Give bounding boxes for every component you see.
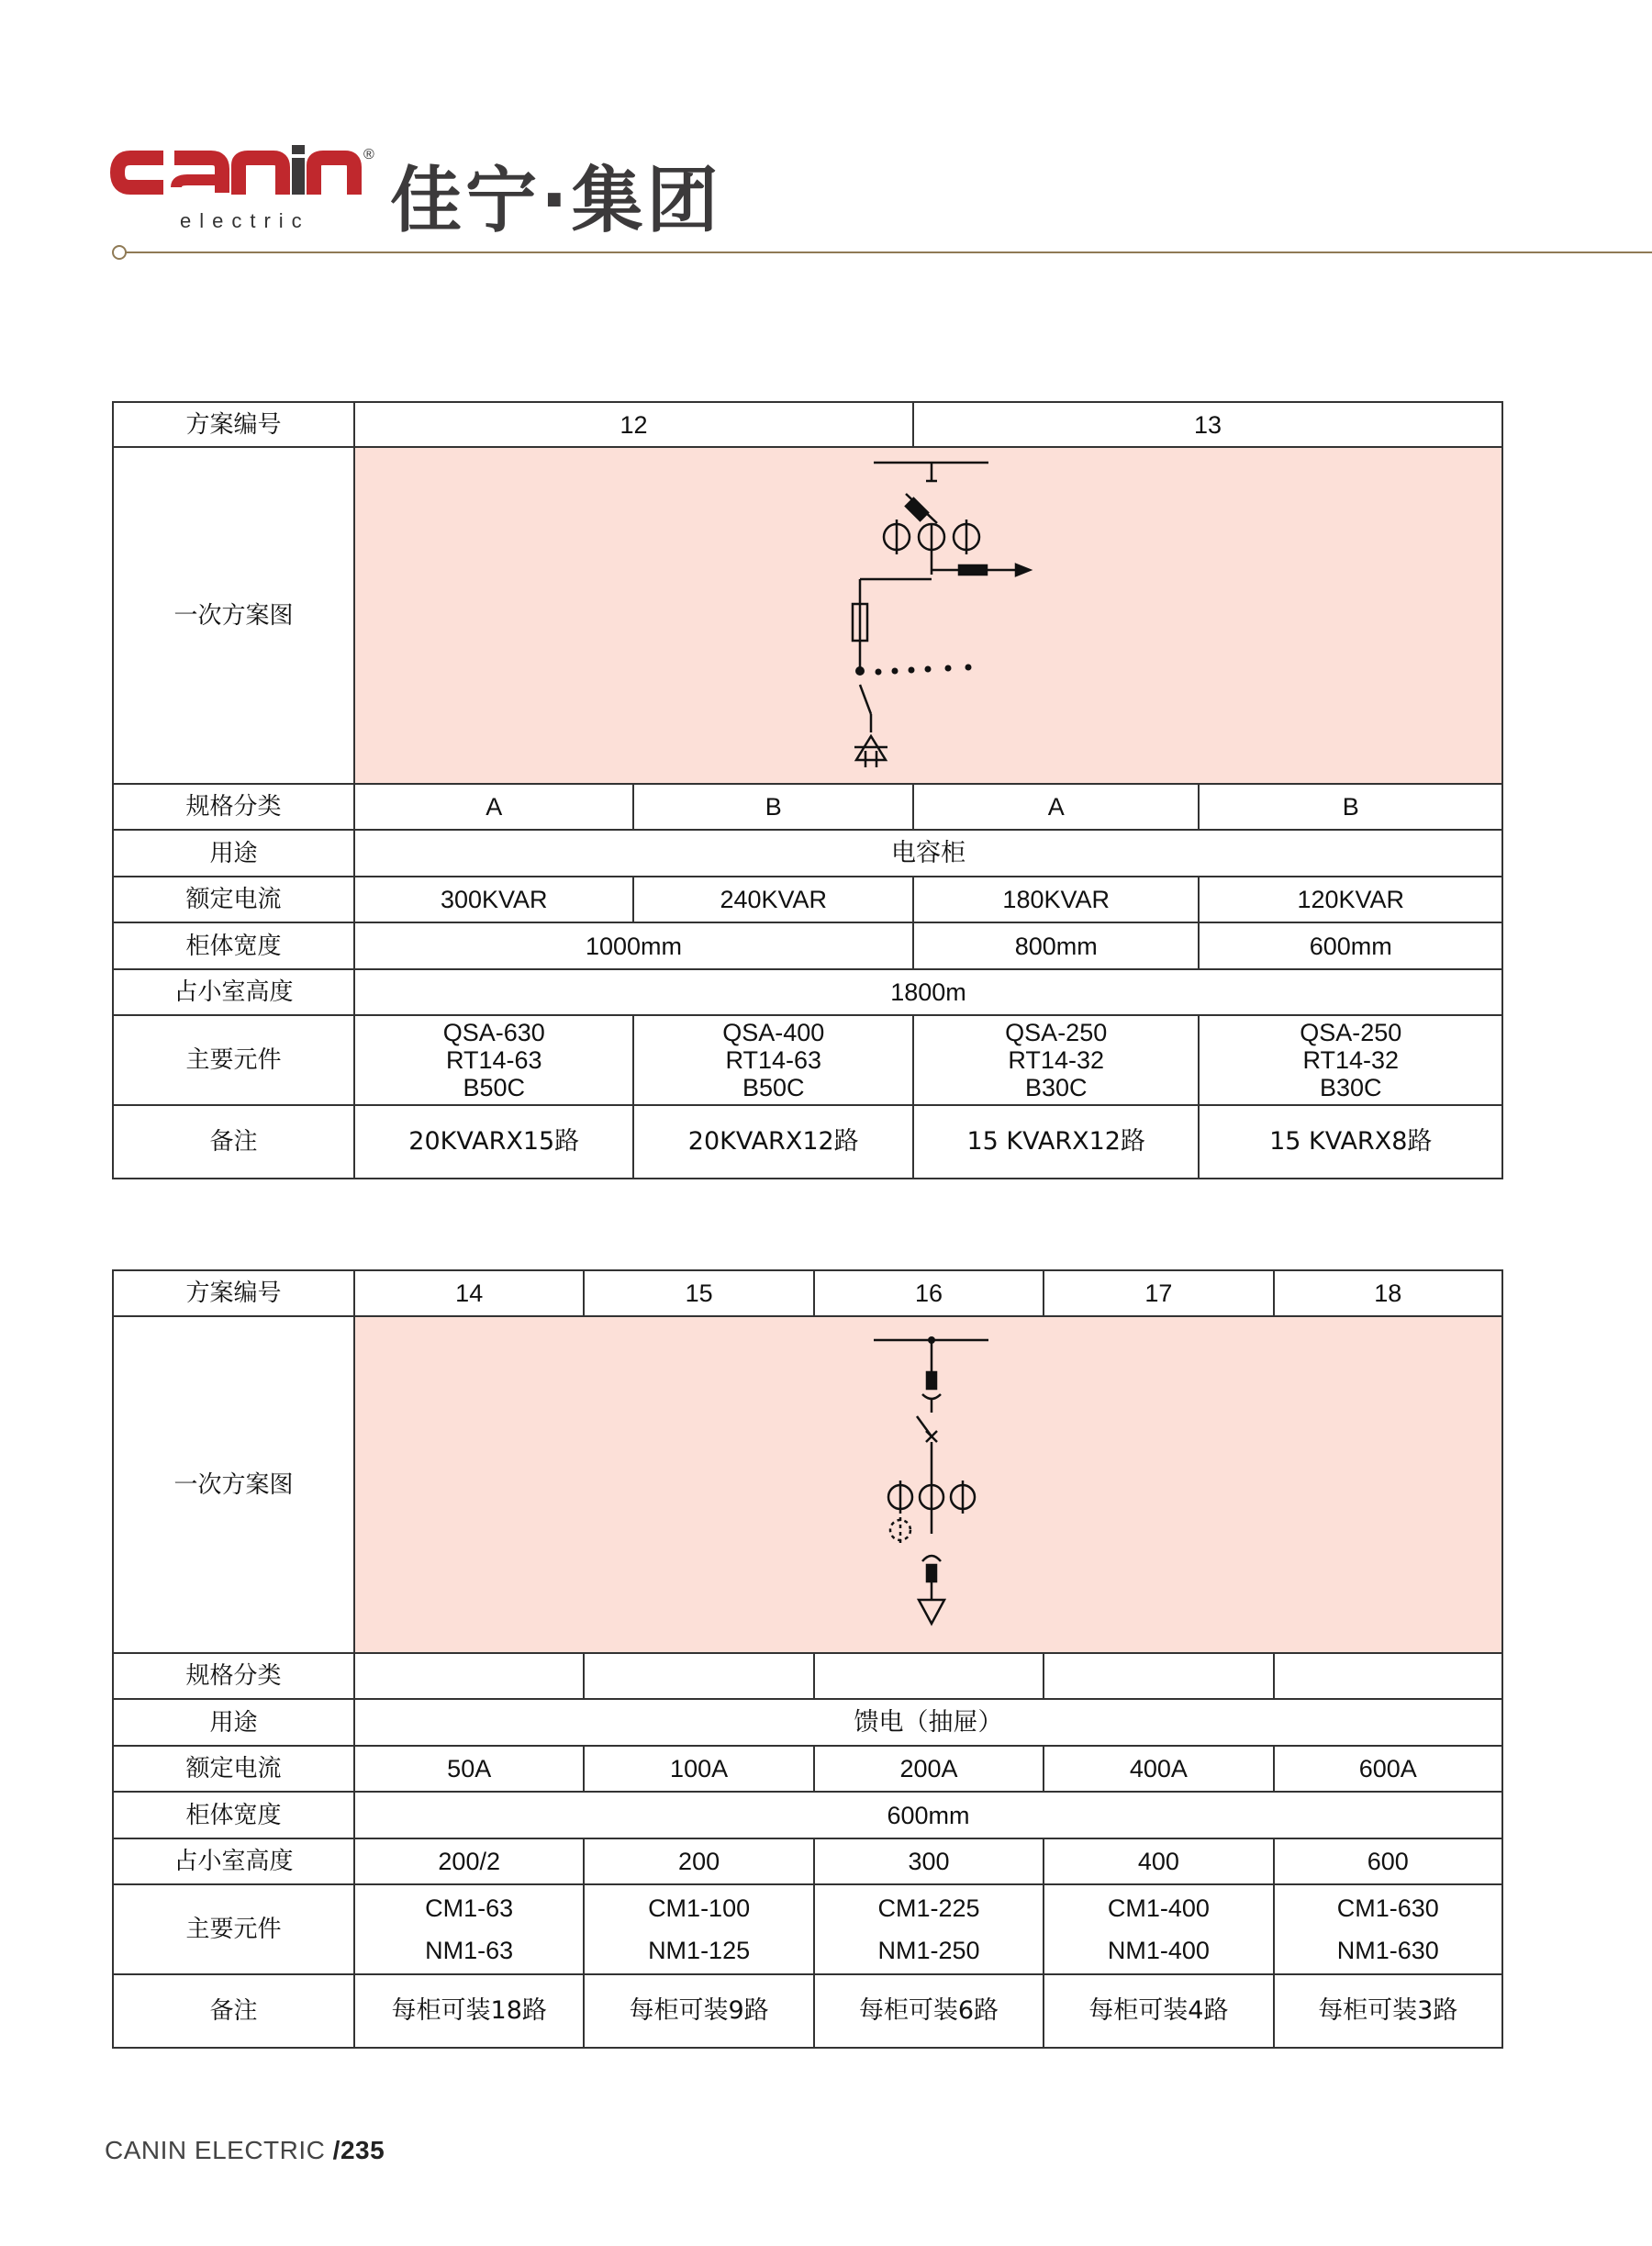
table-row bbox=[113, 1974, 1502, 2048]
height-cell: 1800m bbox=[354, 969, 1502, 1015]
header-rule bbox=[117, 251, 1652, 253]
rated-cell: 300KVAR bbox=[354, 877, 633, 922]
page-number: 235 bbox=[340, 2136, 385, 2164]
rated-cell: 50A bbox=[354, 1746, 584, 1792]
table-row bbox=[113, 402, 1502, 447]
rated-cell: 180KVAR bbox=[913, 877, 1199, 922]
remarks-cell: 每柜可装9路 bbox=[584, 1974, 813, 2048]
height-cell: 300 bbox=[814, 1838, 1044, 1884]
row-label-spec: 规格分类 bbox=[113, 1653, 354, 1699]
component-item: QSA-250 bbox=[1005, 1019, 1108, 1046]
component-item: QSA-630 bbox=[442, 1019, 545, 1046]
scheme-number: 15 bbox=[584, 1270, 813, 1316]
component-item: RT14-32 bbox=[1008, 1046, 1104, 1074]
row-label-height: 占小室高度 bbox=[113, 1838, 354, 1884]
spec-cell: A bbox=[913, 784, 1199, 830]
scheme-number: 17 bbox=[1044, 1270, 1273, 1316]
table-row bbox=[113, 969, 1502, 1015]
component-item: RT14-63 bbox=[725, 1046, 821, 1074]
row-label-remarks: 备注 bbox=[113, 1105, 354, 1179]
height-cell: 200 bbox=[584, 1838, 813, 1884]
component-item: CM1-63 bbox=[425, 1894, 514, 1922]
registered-mark: ® bbox=[363, 147, 374, 162]
rated-cell: 100A bbox=[584, 1746, 813, 1792]
company-logo bbox=[110, 138, 722, 242]
remarks-cell: 每柜可装6路 bbox=[814, 1974, 1044, 2048]
feeder-circuit-icon bbox=[355, 1317, 1501, 1652]
height-cell: 600 bbox=[1274, 1838, 1502, 1884]
capacitor-circuit-icon bbox=[355, 448, 1501, 783]
spec-cell: B bbox=[1199, 784, 1502, 830]
table-row bbox=[113, 877, 1502, 922]
table-row bbox=[113, 922, 1502, 969]
circuit-diagram-capacitor bbox=[354, 447, 1502, 784]
spec-cell-empty bbox=[814, 1653, 1044, 1699]
height-cell: 200/2 bbox=[354, 1838, 584, 1884]
components-cell bbox=[913, 1015, 1199, 1105]
component-item: CM1-100 bbox=[648, 1894, 751, 1922]
row-label-scheme-no: 方案编号 bbox=[113, 1270, 354, 1316]
component-item: NM1-400 bbox=[1107, 1937, 1210, 1964]
row-label-height: 占小室高度 bbox=[113, 969, 354, 1015]
row-label-diagram: 一次方案图 bbox=[113, 447, 354, 784]
row-label-components: 主要元件 bbox=[113, 1015, 354, 1105]
remarks-cell: 每柜可装4路 bbox=[1044, 1974, 1273, 2048]
width-cell: 1000mm bbox=[354, 922, 913, 969]
component-item: CM1-225 bbox=[877, 1894, 980, 1922]
table-row bbox=[113, 1838, 1502, 1884]
width-cell: 800mm bbox=[913, 922, 1199, 969]
component-item: NM1-250 bbox=[877, 1937, 980, 1964]
scheme-number: 12 bbox=[354, 402, 913, 447]
table-row bbox=[113, 1653, 1502, 1699]
table-row bbox=[113, 1884, 1502, 1974]
remarks-cell: 15 KVARX12路 bbox=[913, 1105, 1199, 1179]
scheme-number: 14 bbox=[354, 1270, 584, 1316]
table-row bbox=[113, 830, 1502, 877]
row-label-remarks: 备注 bbox=[113, 1974, 354, 2048]
components-cell bbox=[1199, 1015, 1502, 1105]
component-item: B50C bbox=[742, 1074, 805, 1101]
component-item: NM1-63 bbox=[425, 1937, 514, 1964]
components-cell bbox=[584, 1884, 813, 1974]
row-label-spec: 规格分类 bbox=[113, 784, 354, 830]
table-row bbox=[113, 1316, 1502, 1653]
scheme-number: 18 bbox=[1274, 1270, 1502, 1316]
row-label-rated: 额定电流 bbox=[113, 1746, 354, 1792]
usage-cell: 电容柜 bbox=[354, 830, 1502, 877]
spec-cell: B bbox=[633, 784, 912, 830]
spec-cell-empty bbox=[584, 1653, 813, 1699]
table-row bbox=[113, 1105, 1502, 1179]
component-item: B30C bbox=[1024, 1074, 1088, 1101]
remarks-cell: 20KVARX15路 bbox=[354, 1105, 633, 1179]
component-item: NM1-630 bbox=[1336, 1937, 1439, 1964]
table-row bbox=[113, 1746, 1502, 1792]
components-cell bbox=[354, 1015, 633, 1105]
rated-cell: 600A bbox=[1274, 1746, 1502, 1792]
components-cell bbox=[814, 1884, 1044, 1974]
component-item: QSA-400 bbox=[722, 1019, 825, 1046]
scheme-number: 13 bbox=[913, 402, 1502, 447]
component-item: NM1-125 bbox=[648, 1937, 751, 1964]
components-cell bbox=[633, 1015, 912, 1105]
circuit-diagram-feeder bbox=[354, 1316, 1502, 1653]
logo-subtitle: electric bbox=[180, 209, 310, 232]
rated-cell: 200A bbox=[814, 1746, 1044, 1792]
footer-separator: / bbox=[332, 2136, 340, 2164]
canin-logo-icon bbox=[110, 138, 376, 211]
remarks-cell: 15 KVARX8路 bbox=[1199, 1105, 1502, 1179]
table-row bbox=[113, 784, 1502, 830]
row-label-usage: 用途 bbox=[113, 830, 354, 877]
spec-cell-empty bbox=[354, 1653, 584, 1699]
spec-cell-empty bbox=[1274, 1653, 1502, 1699]
component-item: B30C bbox=[1319, 1074, 1382, 1101]
components-cell bbox=[1044, 1884, 1273, 1974]
component-item: RT14-32 bbox=[1302, 1046, 1399, 1074]
rated-cell: 120KVAR bbox=[1199, 877, 1502, 922]
rated-cell: 240KVAR bbox=[633, 877, 912, 922]
row-label-width: 柜体宽度 bbox=[113, 1792, 354, 1838]
logo-chinese-name: 佳宁·集团 bbox=[390, 160, 722, 242]
spec-cell-empty bbox=[1044, 1653, 1273, 1699]
row-label-rated: 额定电流 bbox=[113, 877, 354, 922]
rated-cell: 400A bbox=[1044, 1746, 1273, 1792]
usage-cell: 馈电（抽屉） bbox=[354, 1699, 1502, 1746]
table-row bbox=[113, 1270, 1502, 1316]
scheme-table-14-18 bbox=[112, 1269, 1503, 2049]
table-row bbox=[113, 447, 1502, 784]
component-item: RT14-63 bbox=[445, 1046, 542, 1074]
width-cell: 600mm bbox=[1199, 922, 1502, 969]
scheme-number: 16 bbox=[814, 1270, 1044, 1316]
table-row bbox=[113, 1015, 1502, 1105]
remarks-cell: 20KVARX12路 bbox=[633, 1105, 912, 1179]
row-label-scheme-no: 方案编号 bbox=[113, 402, 354, 447]
component-item: B50C bbox=[463, 1074, 526, 1101]
height-cell: 400 bbox=[1044, 1838, 1273, 1884]
scheme-table-12-13 bbox=[112, 401, 1503, 1179]
remarks-cell: 每柜可装18路 bbox=[354, 1974, 584, 2048]
header-rule-dot bbox=[112, 245, 127, 260]
components-cell bbox=[354, 1884, 584, 1974]
width-cell: 600mm bbox=[354, 1792, 1502, 1838]
component-item: CM1-630 bbox=[1336, 1894, 1439, 1922]
component-item: QSA-250 bbox=[1300, 1019, 1402, 1046]
row-label-usage: 用途 bbox=[113, 1699, 354, 1746]
spec-cell: A bbox=[354, 784, 633, 830]
row-label-diagram: 一次方案图 bbox=[113, 1316, 354, 1653]
component-item: CM1-400 bbox=[1107, 1894, 1210, 1922]
table-row bbox=[113, 1792, 1502, 1838]
page-footer bbox=[105, 2136, 385, 2165]
remarks-cell: 每柜可装3路 bbox=[1274, 1974, 1502, 2048]
row-label-width: 柜体宽度 bbox=[113, 922, 354, 969]
table-row bbox=[113, 1699, 1502, 1746]
footer-brand: CANIN ELECTRIC bbox=[105, 2136, 326, 2164]
components-cell bbox=[1274, 1884, 1502, 1974]
row-label-components: 主要元件 bbox=[113, 1884, 354, 1974]
